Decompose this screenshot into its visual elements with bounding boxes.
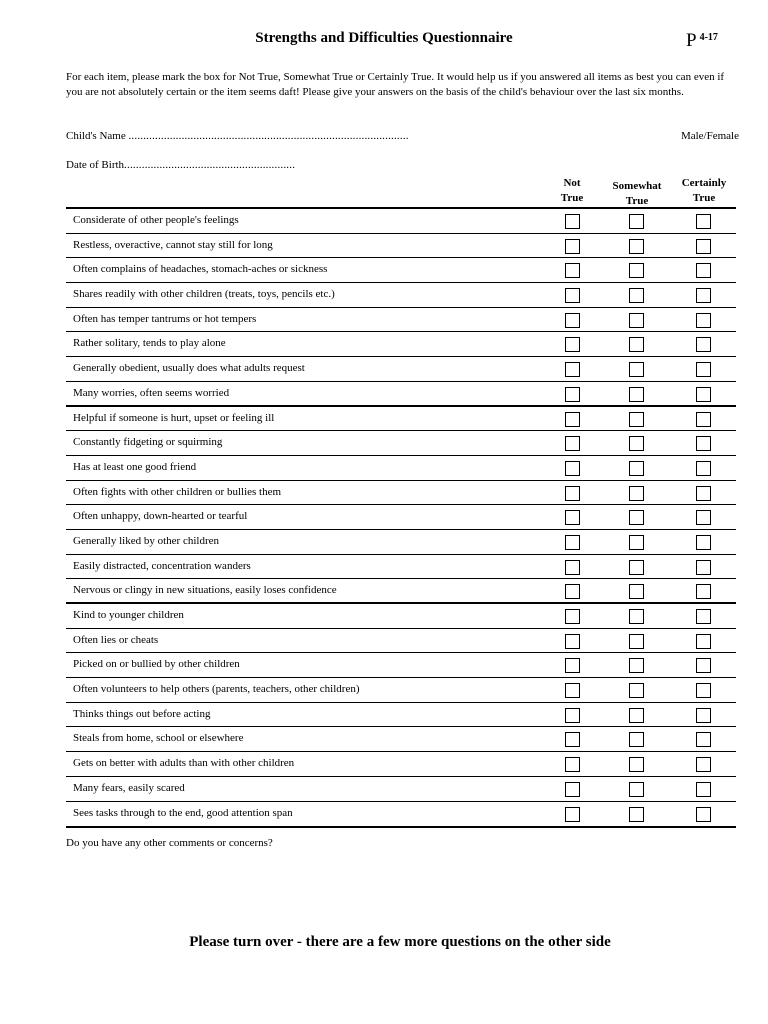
somewhat-true-checkbox[interactable] [629,782,644,797]
questionnaire-item-row [66,407,736,432]
sex-label: Male/Female [680,130,739,142]
turn-over-notice: Please turn over - there are a few more questions on the other side [189,934,611,950]
questionnaire-item-row [66,382,736,407]
not-true-checkbox[interactable] [565,757,580,772]
questionnaire-item-row [66,332,736,357]
certainly-true-checkbox[interactable] [696,461,711,476]
not-true-checkbox[interactable] [565,486,580,501]
questionnaire-items [66,207,736,828]
certainly-true-checkbox[interactable] [696,337,711,352]
item-label: Often lies or cheats [73,633,159,646]
questionnaire-item-row [66,530,736,555]
somewhat-true-checkbox[interactable] [629,486,644,501]
questionnaire-item-row [66,555,736,580]
not-true-checkbox[interactable] [565,387,580,402]
questionnaire-item-row [66,357,736,382]
questionnaire-item-row [66,629,736,654]
questionnaire-item-row [66,234,736,259]
somewhat-true-checkbox[interactable] [629,658,644,673]
certainly-true-checkbox[interactable] [696,683,711,698]
item-label: Many worries, often seems worried [73,386,230,399]
somewhat-true-checkbox[interactable] [629,412,644,427]
not-true-checkbox[interactable] [565,362,580,377]
somewhat-true-checkbox[interactable] [629,757,644,772]
child-name-field[interactable] [66,130,409,142]
not-true-checkbox[interactable] [565,461,580,476]
not-true-checkbox[interactable] [565,313,580,328]
item-label: Kind to younger children [73,609,184,621]
certainly-true-checkbox[interactable] [696,510,711,525]
child-name-label: Child's Name [66,130,126,142]
somewhat-true-checkbox[interactable] [629,337,644,352]
certainly-true-checkbox[interactable] [696,708,711,723]
certainly-true-checkbox[interactable] [696,560,711,575]
form-code-letter: P [686,30,697,51]
somewhat-true-checkbox[interactable] [629,609,644,624]
somewhat-true-checkbox[interactable] [629,807,644,822]
somewhat-true-checkbox[interactable] [629,584,644,599]
not-true-checkbox[interactable] [565,658,580,673]
item-label: Nervous or clingy in new situations, easily loses confidence [73,584,337,597]
questionnaire-item-row [66,752,736,777]
somewhat-true-checkbox[interactable] [629,239,644,254]
item-label: Gets on better with adults than with other children [73,757,295,770]
item-label: Easily distracted, concentration wanders [73,559,251,572]
questionnaire-item-row [66,703,736,728]
questionnaire-item-row [66,431,736,456]
not-true-checkbox[interactable] [565,782,580,797]
questionnaire-item-row [66,604,736,629]
certainly-true-checkbox[interactable] [696,584,711,599]
not-true-checkbox[interactable] [565,560,580,575]
item-label: Picked on or bullied by other children [73,658,240,671]
item-label: Often unhappy, down-hearted or tearful [73,510,248,523]
certainly-true-checkbox[interactable] [696,609,711,624]
item-label: Often volunteers to help others (parents, teachers, other children) [73,683,360,696]
item-label: Often has temper tantrums or hot tempers [73,312,257,325]
column-header-somewhat-true: Somewhat True [612,180,662,207]
item-label: Generally obedient, usually does what adults request [73,362,305,375]
item-label: Steals from home, school or elsewhere [73,732,244,745]
questionnaire-item-row [66,258,736,283]
questionnaire-item-row [66,481,736,506]
certainly-true-checkbox[interactable] [696,634,711,649]
somewhat-true-checkbox[interactable] [629,387,644,402]
certainly-true-checkbox[interactable] [696,436,711,451]
item-label: Shares readily with other children (treats, toys, pencils etc.) [73,288,335,301]
certainly-true-checkbox[interactable] [696,362,711,377]
questionnaire-item-row [66,653,736,678]
somewhat-true-checkbox[interactable] [629,708,644,723]
questionnaire-item-row [66,209,736,234]
somewhat-true-checkbox[interactable] [629,510,644,525]
not-true-checkbox[interactable] [565,412,580,427]
not-true-checkbox[interactable] [565,510,580,525]
item-label: Helpful if someone is hurt, upset or feeling ill [73,411,275,424]
somewhat-true-checkbox[interactable] [629,288,644,303]
certainly-true-checkbox[interactable] [696,412,711,427]
certainly-true-checkbox[interactable] [696,535,711,550]
not-true-checkbox[interactable] [565,807,580,822]
dob-dots[interactable]: .......................................................... [124,159,296,171]
somewhat-true-checkbox[interactable] [629,683,644,698]
instructions-text: For each item, please mark the box for Not True, Somewhat True or Certainly True. It would help us if you answered all items as best you can even if you are not absolutely certain or the item seems daft! Please give your answers on the basis of the child's behaviour over the last six months. [66,71,725,98]
somewhat-true-checkbox[interactable] [629,362,644,377]
certainly-true-checkbox[interactable] [696,313,711,328]
questionnaire-item-row [66,456,736,481]
column-header-not-true: Not True [560,177,584,204]
not-true-checkbox[interactable] [565,708,580,723]
dob-label: Date of Birth [66,159,125,171]
questionnaire-item-row [66,283,736,308]
child-name-dots[interactable]: ............................................................................................... [128,130,409,142]
questionnaire-item-row [66,308,736,333]
not-true-checkbox[interactable] [565,609,580,624]
item-label: Has at least one good friend [73,460,197,473]
somewhat-true-checkbox[interactable] [629,535,644,550]
date-of-birth-field[interactable] [66,159,295,171]
certainly-true-checkbox[interactable] [696,732,711,747]
item-label: Often fights with other children or bullies them [73,485,282,498]
somewhat-true-checkbox[interactable] [629,214,644,229]
certainly-true-checkbox[interactable] [696,658,711,673]
not-true-checkbox[interactable] [565,214,580,229]
somewhat-true-checkbox[interactable] [629,313,644,328]
not-true-checkbox[interactable] [565,288,580,303]
certainly-true-checkbox[interactable] [696,807,711,822]
certainly-true-checkbox[interactable] [696,288,711,303]
somewhat-true-checkbox[interactable] [629,436,644,451]
certainly-true-checkbox[interactable] [696,757,711,772]
certainly-true-checkbox[interactable] [696,263,711,278]
item-label: Generally liked by other children [73,534,220,547]
item-label: Considerate of other people's feelings [73,214,239,226]
not-true-checkbox[interactable] [565,584,580,599]
questionnaire-item-row [66,505,736,530]
not-true-checkbox[interactable] [565,263,580,278]
certainly-true-checkbox[interactable] [696,239,711,254]
not-true-checkbox[interactable] [565,634,580,649]
item-label: Often complains of headaches, stomach-aches or sickness [73,263,328,276]
certainly-true-checkbox[interactable] [696,782,711,797]
somewhat-true-checkbox[interactable] [629,263,644,278]
item-label: Thinks things out before acting [73,707,211,720]
questionnaire-item-row [66,678,736,703]
somewhat-true-checkbox[interactable] [629,461,644,476]
somewhat-true-checkbox[interactable] [629,560,644,575]
column-header-certainly-true: Certainly True [681,177,727,204]
questionnaire-item-row [66,727,736,752]
certainly-true-checkbox[interactable] [696,214,711,229]
form-age-range: 4-17 [699,32,718,43]
certainly-true-checkbox[interactable] [696,387,711,402]
item-label: Restless, overactive, cannot stay still for long [73,238,273,251]
questionnaire-item-row [66,777,736,802]
questionnaire-item-row [66,579,736,604]
comments-prompt: Do you have any other comments or concerns? [66,837,273,849]
not-true-checkbox[interactable] [565,239,580,254]
not-true-checkbox[interactable] [565,337,580,352]
not-true-checkbox[interactable] [565,732,580,747]
certainly-true-checkbox[interactable] [696,486,711,501]
not-true-checkbox[interactable] [565,436,580,451]
not-true-checkbox[interactable] [565,683,580,698]
somewhat-true-checkbox[interactable] [629,732,644,747]
somewhat-true-checkbox[interactable] [629,634,644,649]
form-version-code [686,30,718,54]
item-label: Many fears, easily scared [73,781,185,794]
not-true-checkbox[interactable] [565,535,580,550]
page-title: Strengths and Difficulties Questionnaire [255,30,513,46]
questionnaire-item-row [66,802,736,827]
item-label: Sees tasks through to the end, good attention span [73,806,293,819]
item-label: Constantly fidgeting or squirming [73,436,223,449]
item-label: Rather solitary, tends to play alone [73,337,226,350]
